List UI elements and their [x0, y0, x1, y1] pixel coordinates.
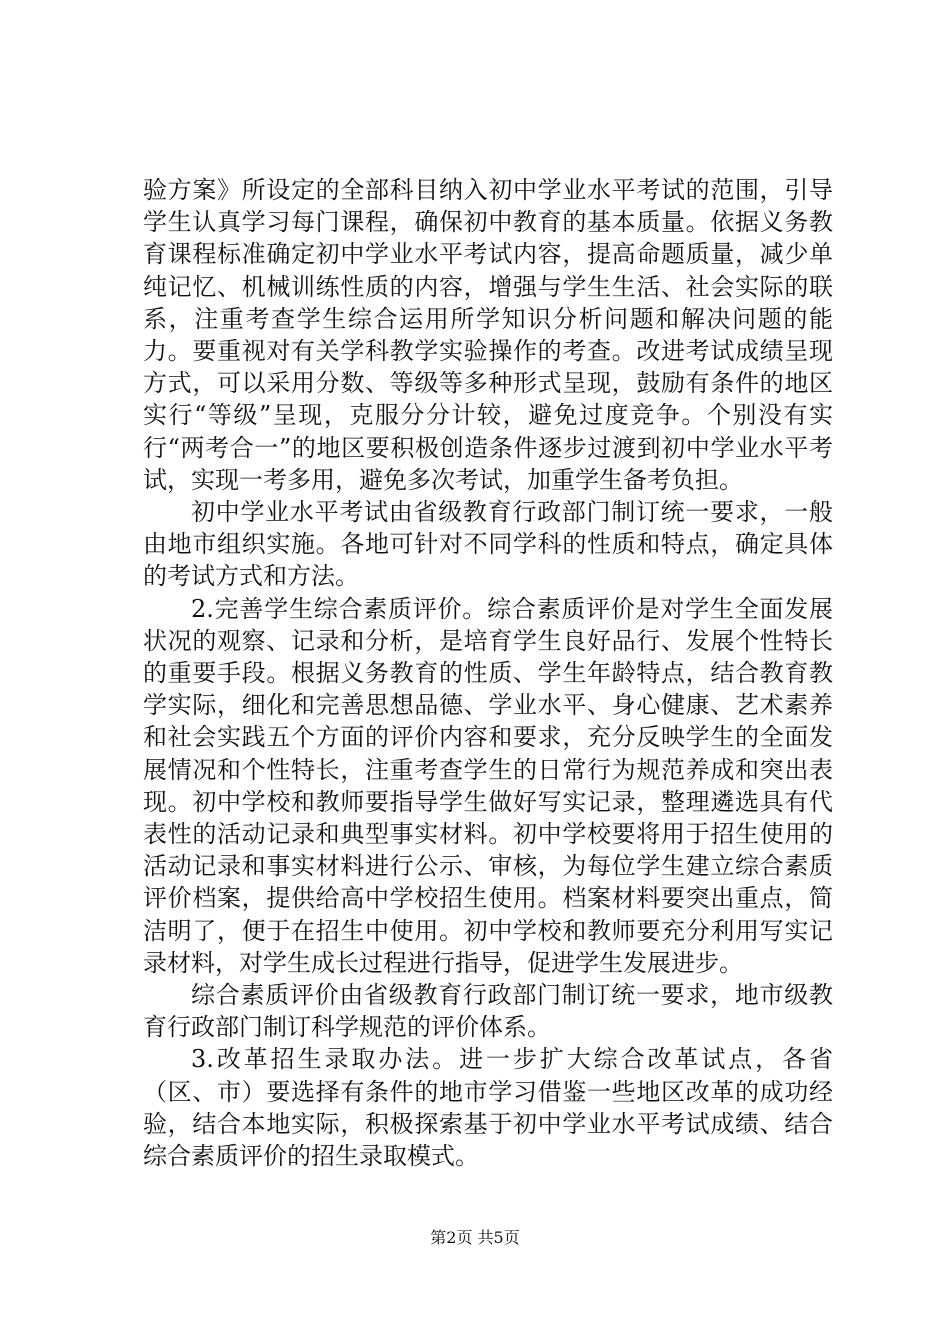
paragraph-5: 3.改革招生录取办法。进一步扩大综合改革试点，各省（区、市）要选择有条件的地市学习借鉴一些地区改革的成功经验，结合本地实际，积极探索基于初中学业水平考试成绩、结合综合素质评价的招生录取模式。: [143, 1045, 833, 1171]
paragraph-1: 验方案》所设定的全部科目纳入初中学业水平考试的范围，引导学生认真学习每门课程，确保初中教育的基本质量。依据义务教育课程标准确定初中学业水平考试内容，提高命题质量，减少单纯记忆、机械训练性质的内容，增强与学生生活、社会实际的联系，注重考查学生综合运用所学知识分析问题和解决问题的能力。要重视对有关学科教学实验操作的考查。改进考试成绩呈现方式，可以采用分数、等级等多种形式呈现，鼓励有条件的地区实行“等级”呈现，克服分分计较，避免过度竞争。个别没有实行“两考合一”的地区要积极创造条件逐步过渡到初中学业水平考试，实现一考多用，避免多次考试，加重学生备考负担。: [143, 176, 833, 494]
paragraph-4: 综合素质评价由省级教育行政部门制订统一要求，地市级教育行政部门制订科学规范的评价体系。: [143, 981, 833, 1042]
document-body: [143, 174, 833, 1172]
paragraph-2: 初中学业水平考试由省级教育行政部门制订统一要求，一般由地市组织实施。各地可针对不同学科的性质和特点，确定具体的考试方式和方法。: [143, 498, 833, 591]
paragraph-3: 2.完善学生综合素质评价。综合素质评价是对学生全面发展状况的观察、记录和分析，是培育学生良好品行、发展个性特长的重要手段。根据义务教育的性质、学生年龄特点，结合教育教学实际，细化和完善思想品德、学业水平、身心健康、艺术素养和社会实践五个方面的评价内容和要求，充分反映学生的全面发展情况和个性特长，注重考查学生的日常行为规范养成和突出表现。初中学校和教师要指导学生做好写实记录，整理遴选具有代表性的活动记录和典型事实材料。初中学校要将用于招生使用的活动记录和事实材料进行公示、审核，为每位学生建立综合素质评价档案，提供给高中学校招生使用。档案材料要突出重点，简洁明了，便于在招生中使用。初中学校和教师要充分利用写实记录材料，对学生成长过程进行指导，促进学生发展进步。: [143, 594, 833, 977]
page-footer: 第2页 共5页: [430, 1228, 520, 1247]
